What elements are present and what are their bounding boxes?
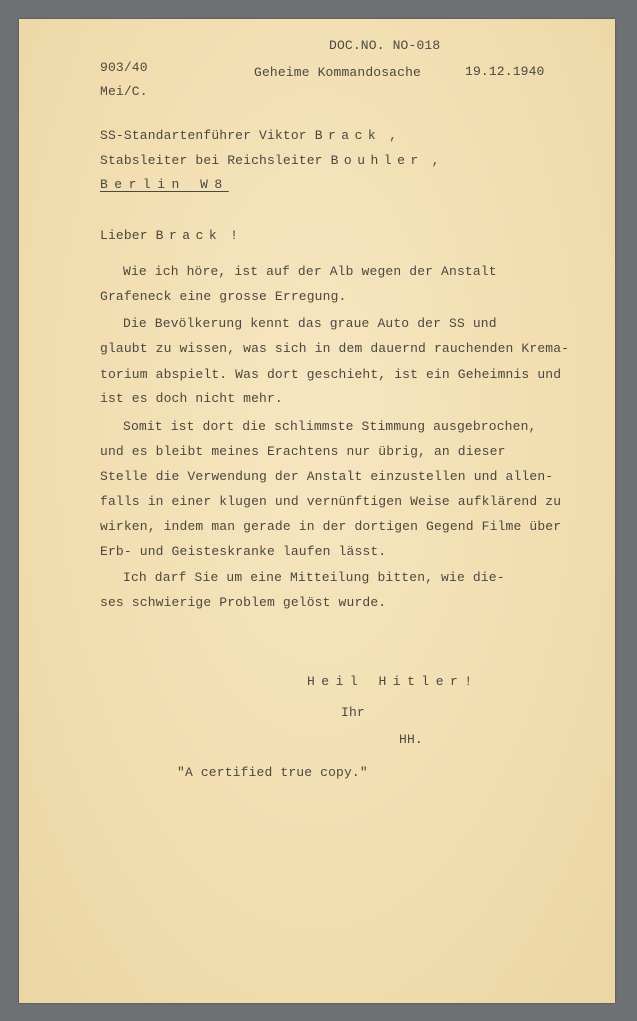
body-line: und es bleibt meines Erachtens nur übrig, an dieser bbox=[100, 444, 506, 459]
body-line: torium abspielt. Was dort geschieht, ist ein Geheimnis und bbox=[100, 367, 562, 382]
signature-initials: HH. bbox=[399, 732, 423, 747]
address-line-2 bbox=[100, 153, 440, 168]
classification: Geheime Kommandosache bbox=[254, 65, 421, 80]
body-line: Die Bevölkerung kennt das graue Auto der SS und bbox=[123, 316, 497, 331]
body-line: Ich darf Sie um eine Mitteilung bitten, wie die- bbox=[123, 570, 505, 585]
salutation bbox=[100, 228, 238, 243]
address-line-1-prefix: SS-Standartenführer Viktor bbox=[100, 128, 307, 143]
closing-ihr: Ihr bbox=[341, 705, 365, 720]
certification-note: "A certified true copy." bbox=[177, 765, 368, 780]
address-line-2-prefix: Stabsleiter bei Reichsleiter bbox=[100, 153, 323, 168]
body-line: ist es doch nicht mehr. bbox=[100, 391, 283, 406]
address-line-2-name: Bouhler bbox=[330, 153, 424, 168]
body-line: Wie ich höre, ist auf der Alb wegen der Anstalt bbox=[123, 264, 497, 279]
salutation-name: Brack bbox=[155, 228, 223, 243]
body-line: ses schwierige Problem gelöst wurde. bbox=[100, 595, 387, 610]
address-line-1-name: Brack bbox=[314, 128, 382, 143]
letter-date: 19.12.1940 bbox=[465, 64, 545, 79]
closing-greeting: Heil Hitler! bbox=[307, 674, 479, 689]
address-line-1 bbox=[100, 128, 397, 143]
address-line-1-suffix: , bbox=[389, 128, 398, 143]
body-line: Stelle die Verwendung der Anstalt einzustellen und allen- bbox=[100, 469, 554, 484]
body-line: Grafeneck eine grosse Erregung. bbox=[100, 289, 347, 304]
reference-number: 903/40 bbox=[100, 60, 148, 75]
address-city: Berlin W8 bbox=[100, 177, 229, 192]
doc-number: DOC.NO. NO-018 bbox=[329, 38, 441, 53]
reference-initials: Mei/C. bbox=[100, 84, 148, 99]
body-line: glaubt zu wissen, was sich in dem dauernd rauchenden Krema- bbox=[100, 341, 570, 356]
body-line: Erb- und Geisteskranke laufen lässt. bbox=[100, 544, 387, 559]
body-line: wirken, indem man gerade in der dortigen Gegend Filme über bbox=[100, 519, 562, 534]
body-line: Somit ist dort die schlimmste Stimmung ausgebrochen, bbox=[123, 419, 537, 434]
address-line-2-suffix: , bbox=[431, 153, 440, 168]
document-page bbox=[19, 19, 615, 1003]
salutation-prefix: Lieber bbox=[100, 228, 148, 243]
body-line: falls in einer klugen und vernünftigen Weise aufklärend zu bbox=[100, 494, 562, 509]
salutation-suffix: ! bbox=[230, 228, 239, 243]
